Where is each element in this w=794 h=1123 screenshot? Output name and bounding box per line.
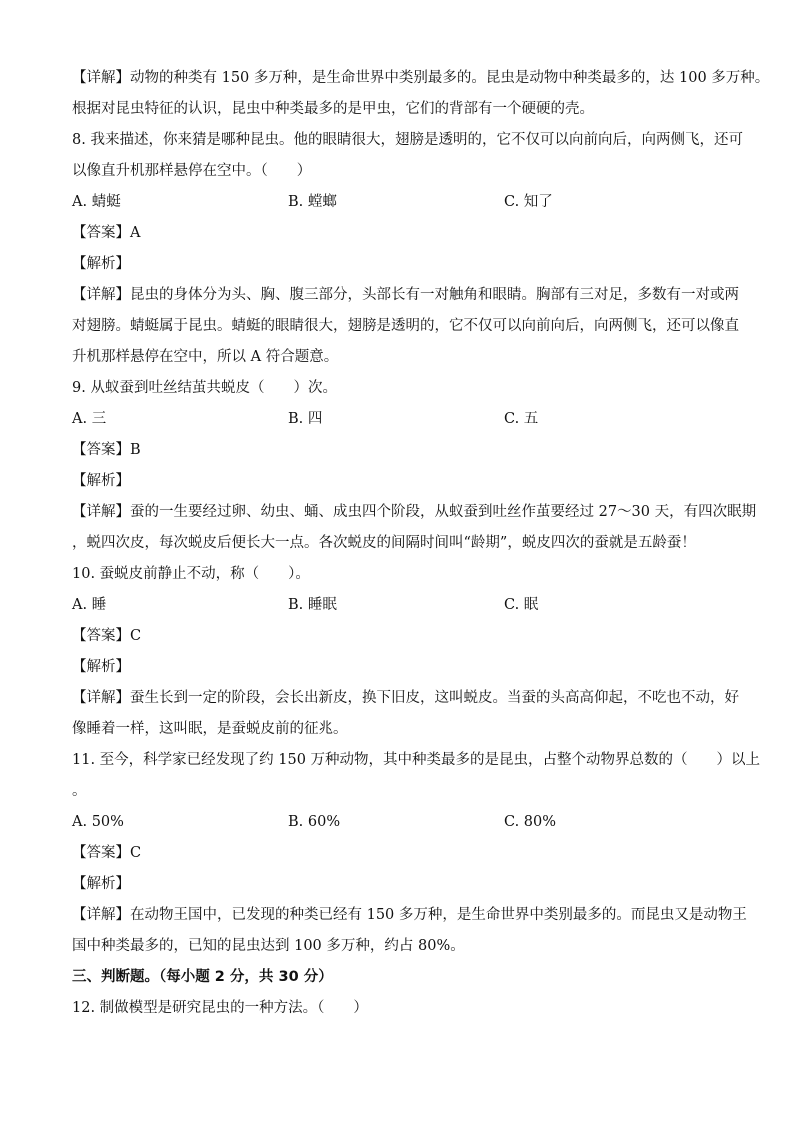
explanation-line: 对翅膀。蜻蜓属于昆虫。蜻蜓的眼睛很大，翅膀是透明的，它不仅可以向前向后，向两侧飞，还可以像直 (72, 318, 739, 334)
question-10-options (72, 590, 732, 621)
question-8-options (72, 187, 732, 218)
option-a: A. 蜻蜓 (72, 194, 121, 210)
question-11: 11. 至今，科学家已经发现了约 150 万种动物，其中种类最多的是昆虫，占整个动物界总数的（ ）以上 (72, 752, 761, 768)
option-a: A. 睡 (72, 597, 107, 613)
option-b: B. 睡眠 (288, 597, 337, 613)
explanation-line: 像睡着一样，这叫眠，是蚕蜕皮前的征兆。 (72, 721, 348, 737)
explanation-line: 【详解】在动物王国中，已发现的种类已经有 150 多万种，是生命世界中类别最多的。而昆虫又是动物王 (72, 907, 747, 923)
option-c: C. 知了 (504, 194, 553, 210)
explanation-line: 【详解】蚕生长到一定的阶段，会长出新皮，换下旧皮，这叫蜕皮。当蚕的头高高仰起，不吃也不动，好 (72, 690, 739, 706)
question-8-cont: 以像直升机那样悬停在空中。（ ） (72, 163, 312, 179)
question-9: 9. 从蚁蚕到吐丝结茧共蜕皮（ ）次。 (72, 380, 337, 396)
option-c: C. 五 (504, 411, 539, 427)
explanation-line: ，蜕四次皮，每次蜕皮后便长大一点。各次蜕皮的间隔时间叫“龄期”，蜕皮四次的蚕就是五龄蚕！ (72, 535, 696, 551)
explanation-line: 根据对昆虫特征的认识，昆虫中种类最多的是甲虫，它们的背部有一个硬硬的壳。 (72, 101, 594, 117)
question-11-cont: 。 (72, 783, 87, 799)
question-8: 8. 我来描述，你来猜是哪种昆虫。他的眼睛很大，翅膀是透明的，它不仅可以向前向后，向两侧飞，还可 (72, 132, 743, 148)
explanation-line: 升机那样悬停在空中，所以 A 符合题意。 (72, 349, 339, 365)
answer-label: 【答案】A (72, 225, 141, 241)
document-page (72, 63, 770, 1024)
option-c: C. 80% (504, 814, 557, 830)
explanation-line: 国中种类最多的，已知的昆虫达到 100 多万种，约占 80%。 (72, 938, 465, 954)
option-b: B. 四 (288, 411, 323, 427)
analysis-label: 【解析】 (72, 659, 130, 675)
explanation-line: 【详解】动物的种类有 150 多万种，是生命世界中类别最多的。昆虫是动物中种类最多的，达 100 多万种。 (72, 70, 770, 86)
option-b: B. 60% (288, 814, 341, 830)
question-12: 12. 制做模型是研究昆虫的一种方法。（ ） (72, 1000, 368, 1016)
question-11-options (72, 807, 732, 838)
analysis-label: 【解析】 (72, 473, 130, 489)
answer-label: 【答案】B (72, 442, 141, 458)
option-c: C. 眠 (504, 597, 539, 613)
option-a: A. 50% (72, 814, 124, 830)
explanation-line: 【详解】蚕的一生要经过卵、幼虫、蛹、成虫四个阶段，从蚁蚕到吐丝作茧要经过 27～30 天，有四次眠期 (72, 504, 757, 520)
question-10: 10. 蚕蜕皮前静止不动，称（ ）。 (72, 566, 310, 582)
explanation-line: 【详解】昆虫的身体分为头、胸、腹三部分，头部长有一对触角和眼睛。胸部有三对足，多数有一对或两 (72, 287, 739, 303)
section-heading: 三、判断题。（每小题 2 分，共 30 分） (72, 969, 333, 985)
answer-label: 【答案】C (72, 845, 142, 861)
question-9-options (72, 404, 732, 435)
option-a: A. 三 (72, 411, 107, 427)
answer-label: 【答案】C (72, 628, 142, 644)
analysis-label: 【解析】 (72, 256, 130, 272)
option-b: B. 螳螂 (288, 194, 337, 210)
analysis-label: 【解析】 (72, 876, 130, 892)
